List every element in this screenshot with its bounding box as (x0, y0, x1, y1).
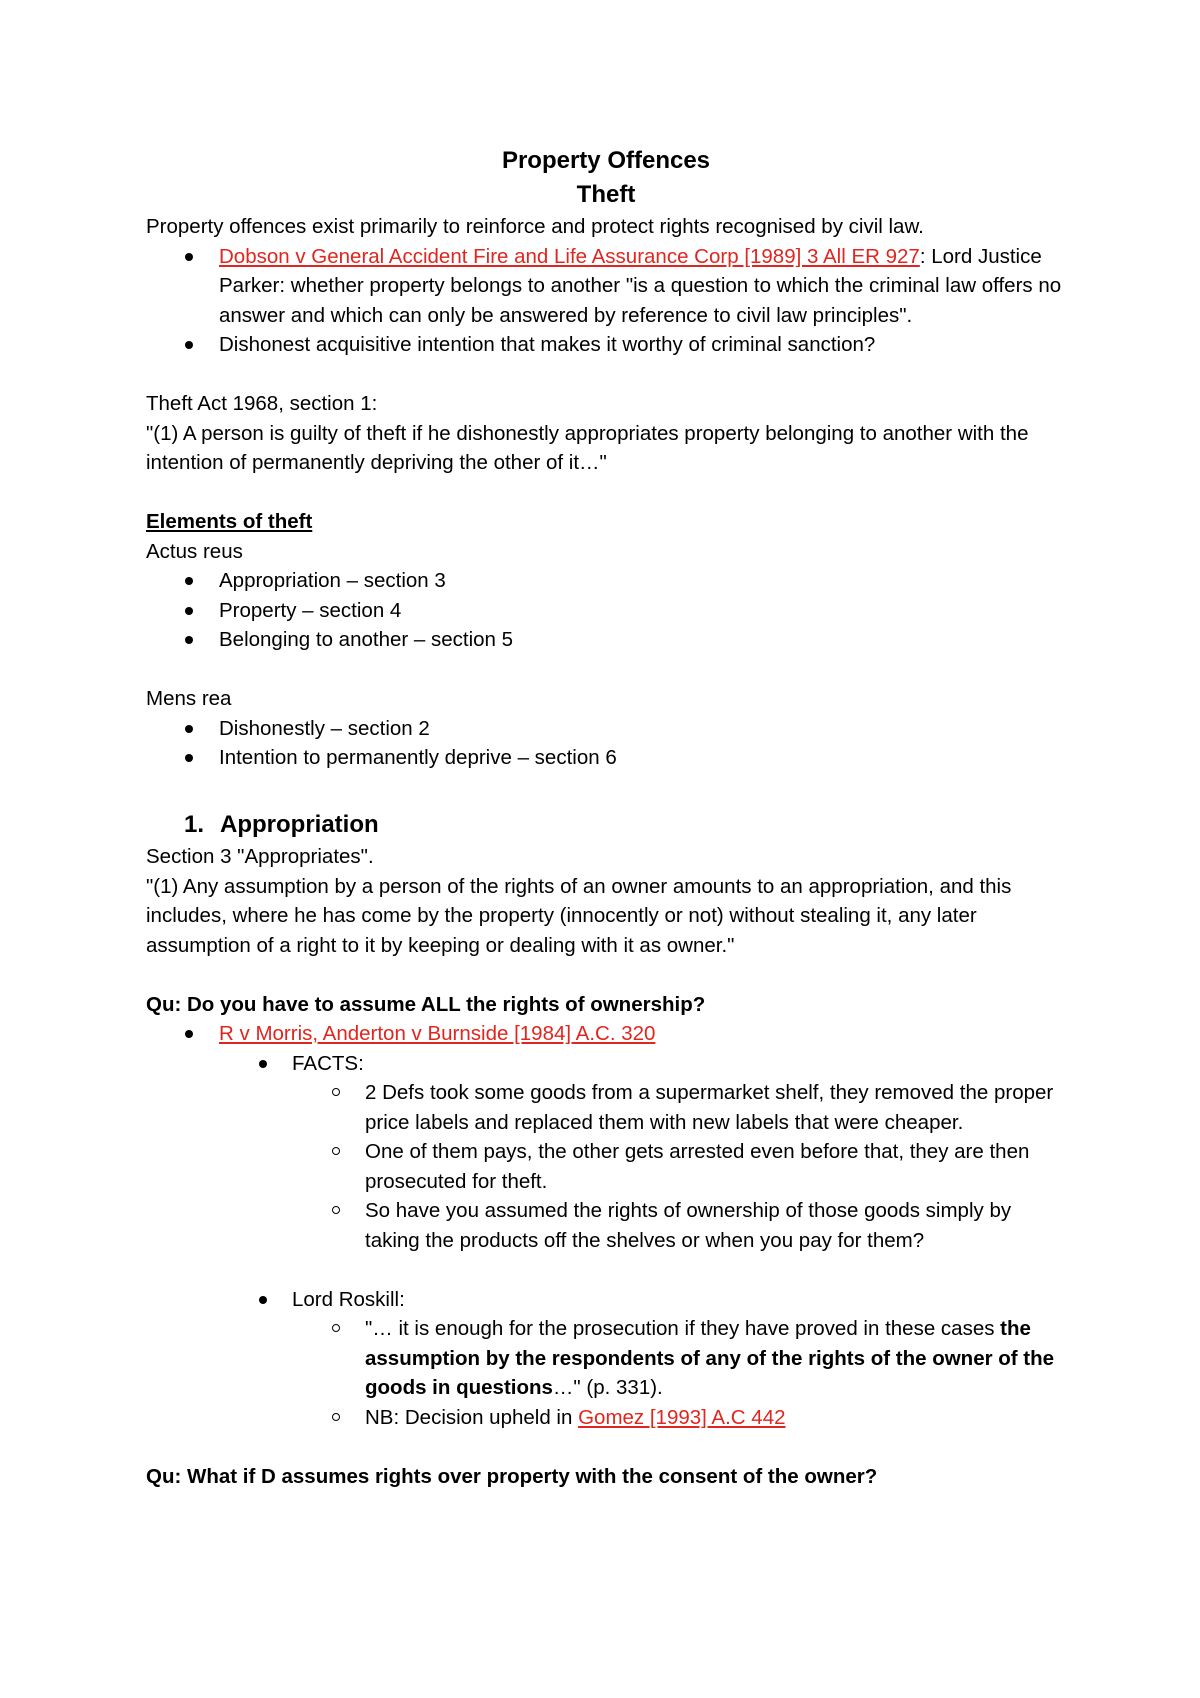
list-item (146, 1137, 1066, 1196)
roskill-list (146, 1285, 1066, 1315)
question-heading-2: Qu: What if D assumes rights over property with the consent of the owner? (146, 1464, 878, 1488)
case-link-dobson[interactable]: Dobson v General Accident Fire and Life Assurance Corp [1989] 3 All ER 927 (219, 244, 920, 268)
heading-number: 1. (184, 811, 205, 838)
list-item (146, 330, 1066, 360)
list-item-text: Belonging to another – section 5 (219, 628, 514, 651)
mens-rea-label: Mens rea (146, 687, 232, 710)
document-subtitle: Theft (576, 181, 636, 208)
hollow-bullet-icon (332, 1413, 340, 1421)
list-item (146, 1314, 1066, 1403)
bullet-icon (185, 253, 193, 261)
dobson-text: : Lord Justice Parker: whether property belongs to another "is a question to which the criminal law offers no answer and which can only be answered by reference to civil law principles". (219, 244, 1062, 327)
section3-label: Section 3 "Appropriates". (146, 845, 374, 868)
list-item (146, 743, 1066, 773)
question-heading-1: Qu: Do you have to assume ALL the rights of ownership? (146, 992, 706, 1016)
hollow-bullet-icon (332, 1147, 340, 1155)
hollow-bullet-icon (332, 1324, 340, 1332)
nb-text: NB: Decision upheld in (365, 1405, 579, 1429)
roskill-sublist (146, 1314, 1066, 1432)
roskill-quote-end: …" (p. 331). (552, 1376, 663, 1399)
dishonest-text: Dishonest acquisitive intention that makes it worthy of criminal sanction? (219, 333, 876, 356)
roskill-label: Lord Roskill: (292, 1287, 405, 1311)
list-item (146, 566, 1066, 596)
intro-bullet-list (146, 242, 1066, 360)
morris-list (146, 1019, 1066, 1049)
document-content (146, 144, 1066, 1491)
facts-list (146, 1049, 1066, 1079)
bullet-icon (259, 1060, 267, 1068)
list-item (146, 1049, 1066, 1079)
bullet-icon (259, 1296, 267, 1304)
facts-sublist (146, 1078, 1066, 1255)
statute-quote: "(1) A person is guilty of theft if he dishonestly appropriates property belonging to another with the intention of permanently depriving the other of it…" (146, 421, 1029, 474)
intro-paragraph: Property offences exist primarily to reinforce and protect rights recognised by civil law. (146, 215, 924, 238)
list-item-text: Appropriation – section 3 (219, 569, 446, 592)
appropriation-heading (146, 808, 1066, 842)
list-item (146, 1403, 1066, 1433)
roskill-quote-start: "… it is enough for the prosecution if they have proved in these cases (365, 1317, 1001, 1340)
bullet-icon (185, 725, 193, 733)
bullet-icon (185, 1030, 193, 1038)
list-item-text: Intention to permanently deprive – section 6 (219, 746, 617, 769)
hollow-bullet-icon (332, 1088, 340, 1096)
roskill-quote-bold: the assumption by the respondents of any of the rights of the owner of the goods in questions (365, 1317, 1055, 1399)
list-item (146, 242, 1066, 331)
list-item (146, 1196, 1066, 1255)
facts-label: FACTS: (292, 1051, 364, 1075)
bullet-icon (185, 577, 193, 585)
list-item (146, 1019, 1066, 1049)
list-item (146, 1285, 1066, 1315)
bullet-icon (185, 754, 193, 762)
hollow-bullet-icon (332, 1206, 340, 1214)
actus-reus-list (146, 566, 1066, 655)
bullet-icon (185, 636, 193, 644)
case-link-morris[interactable]: R v Morris, Anderton v Burnside [1984] A.C. 320 (219, 1022, 656, 1045)
list-item (146, 1078, 1066, 1137)
list-item (146, 714, 1066, 744)
case-link-gomez[interactable]: Gomez [1993] A.C 442 (578, 1405, 786, 1429)
list-item-text: One of them pays, the other gets arrested even before that, they are then prosecuted for theft. (365, 1140, 1030, 1193)
actus-reus-label: Actus reus (146, 539, 243, 563)
heading-text: Appropriation (220, 811, 379, 838)
bullet-icon (185, 341, 193, 349)
document-title: Property Offences (501, 147, 711, 174)
list-item-text: 2 Defs took some goods from a supermarket shelf, they removed the proper price labels and replaced them with new labels that were cheaper. (365, 1081, 1054, 1134)
list-item (146, 596, 1066, 626)
mens-rea-list (146, 714, 1066, 773)
section3-quote: "(1) Any assumption by a person of the rights of an owner amounts to an appropriation, and this includes, where he has come by the property (innocently or not) without stealing it, any later assumption of a right to it by keeping or dealing with it as owner." (146, 874, 1012, 957)
statute-reference: Theft Act 1968, section 1: (146, 392, 378, 415)
list-item-text: Property – section 4 (219, 598, 402, 622)
bullet-icon (185, 607, 193, 615)
list-item (146, 625, 1066, 655)
list-item-text: Dishonestly – section 2 (219, 716, 430, 740)
elements-heading: Elements of theft (146, 510, 313, 533)
list-item-text: So have you assumed the rights of ownership of those goods simply by taking the products off the shelves or when you pay for them? (365, 1199, 1012, 1252)
